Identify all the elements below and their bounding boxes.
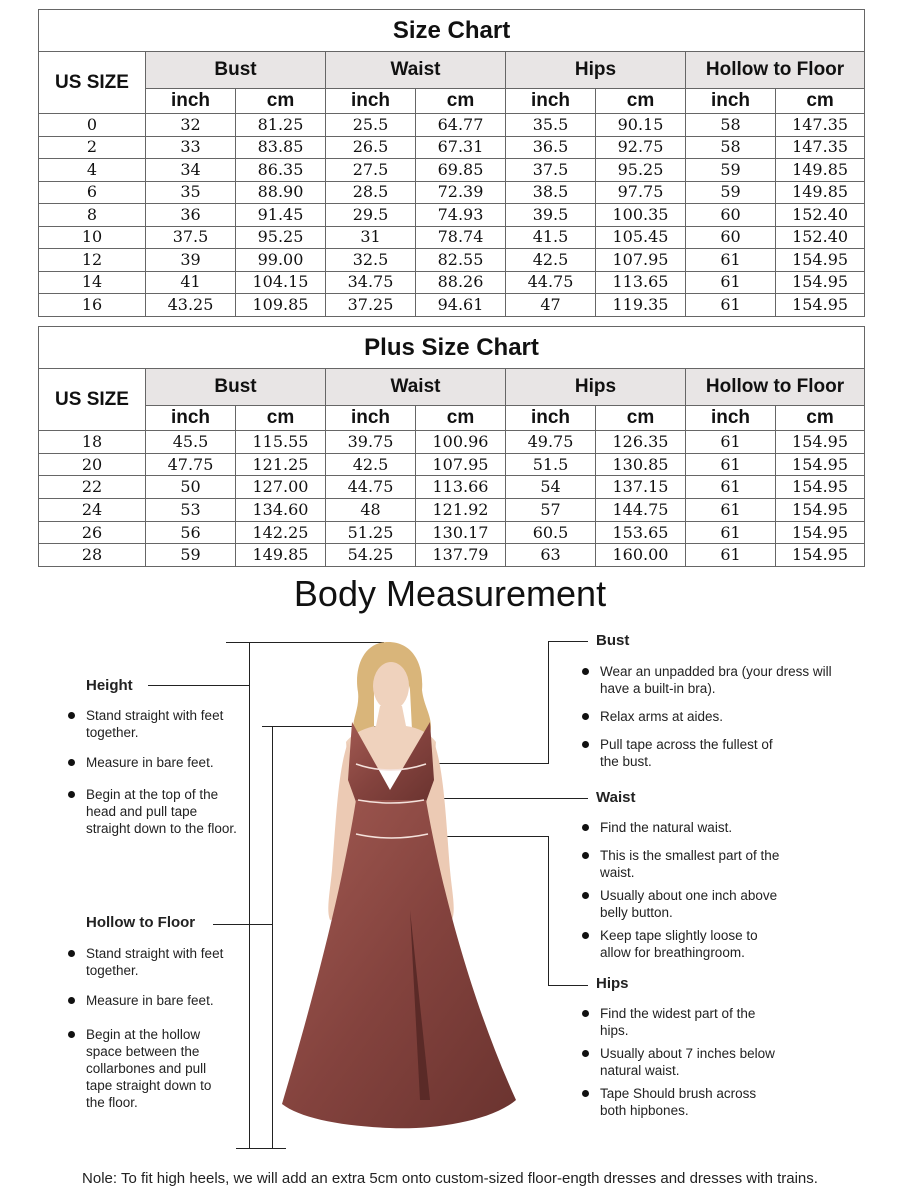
table-cell: 154.95 (776, 521, 865, 544)
size-chart-title: Size Chart (39, 10, 865, 52)
bust-header: Bust (146, 369, 326, 406)
table-cell: 61 (686, 453, 776, 476)
hollow-item-2: Measure in bare feet. (68, 992, 228, 1009)
table-cell: 35.5 (506, 114, 596, 137)
unit-header: inch (146, 406, 236, 431)
table-cell: 92.75 (596, 136, 686, 159)
table-cell: 95.25 (236, 226, 326, 249)
table-cell: 121.92 (416, 499, 506, 522)
table-cell: 48 (326, 499, 416, 522)
table-cell: 154.95 (776, 453, 865, 476)
table-cell: 60 (686, 204, 776, 227)
table-cell: 53 (146, 499, 236, 522)
table-cell: 28.5 (326, 181, 416, 204)
table-cell: 51.5 (506, 453, 596, 476)
us-size-cell: 16 (39, 294, 146, 317)
table-row (39, 476, 865, 499)
unit-header: cm (596, 406, 686, 431)
table-cell: 41.5 (506, 226, 596, 249)
table-cell: 61 (686, 499, 776, 522)
hollow-item-3: Begin at the hollow space between the collarbones and pull tape straight down to the floor. (68, 1026, 228, 1111)
table-cell: 33 (146, 136, 236, 159)
table-cell: 54.25 (326, 544, 416, 567)
table-cell: 69.85 (416, 159, 506, 182)
table-cell: 107.95 (596, 249, 686, 272)
table-cell: 61 (686, 544, 776, 567)
table-cell: 153.65 (596, 521, 686, 544)
table-cell: 100.35 (596, 204, 686, 227)
table-cell: 82.55 (416, 249, 506, 272)
table-cell: 154.95 (776, 544, 865, 567)
table-cell: 109.85 (236, 294, 326, 317)
table-cell: 43.25 (146, 294, 236, 317)
table-cell: 44.75 (506, 271, 596, 294)
table-cell: 152.40 (776, 226, 865, 249)
table-cell: 36 (146, 204, 236, 227)
table-cell: 50 (146, 476, 236, 499)
table-cell: 32.5 (326, 249, 416, 272)
table-row (39, 204, 865, 227)
table-cell: 119.35 (596, 294, 686, 317)
body-measurement-title: Body Measurement (293, 573, 607, 614)
table-cell: 61 (686, 431, 776, 454)
table-cell: 37.5 (506, 159, 596, 182)
waist-instructions (582, 819, 802, 961)
table-cell: 59 (686, 159, 776, 182)
us-size-cell: 28 (39, 544, 146, 567)
us-size-cell: 24 (39, 499, 146, 522)
table-cell: 57 (506, 499, 596, 522)
height-label: Height (86, 677, 133, 694)
table-cell: 134.60 (236, 499, 326, 522)
height-vertical-line (249, 643, 250, 1148)
unit-header: cm (236, 406, 326, 431)
us-size-cell: 8 (39, 204, 146, 227)
table-cell: 78.74 (416, 226, 506, 249)
table-cell: 74.93 (416, 204, 506, 227)
size-chart-table (38, 9, 865, 317)
table-cell: 88.26 (416, 271, 506, 294)
hips-item-1: Find the widest part of the hips. (582, 1005, 772, 1039)
table-row (39, 136, 865, 159)
table-cell: 147.35 (776, 114, 865, 137)
table-cell: 115.55 (236, 431, 326, 454)
height-item-1: Stand straight with feet together. (68, 707, 240, 741)
table-row (39, 521, 865, 544)
height-instructions (68, 707, 240, 837)
table-cell: 113.65 (596, 271, 686, 294)
table-cell: 41 (146, 271, 236, 294)
table-cell: 58 (686, 136, 776, 159)
plus-size-chart-table (38, 326, 865, 567)
unit-header: inch (146, 89, 236, 114)
table-cell: 97.75 (596, 181, 686, 204)
us-size-cell: 2 (39, 136, 146, 159)
us-size-header: US SIZE (39, 369, 146, 431)
table-cell: 100.96 (416, 431, 506, 454)
table-cell: 160.00 (596, 544, 686, 567)
table-cell: 152.40 (776, 204, 865, 227)
table-cell: 137.15 (596, 476, 686, 499)
table-cell: 26.5 (326, 136, 416, 159)
table-cell: 61 (686, 271, 776, 294)
height-item-2: Measure in bare feet. (68, 754, 240, 771)
table-cell: 149.85 (776, 159, 865, 182)
table-cell: 49.75 (506, 431, 596, 454)
table-cell: 64.77 (416, 114, 506, 137)
unit-header: cm (776, 89, 865, 114)
unit-header: cm (776, 406, 865, 431)
hips-item-3: Tape Should brush across both hipbones. (582, 1085, 782, 1119)
table-cell: 81.25 (236, 114, 326, 137)
table-cell: 39 (146, 249, 236, 272)
table-row (39, 249, 865, 272)
waist-header: Waist (326, 52, 506, 89)
bust-item-3: Pull tape across the fullest of the bust. (582, 736, 782, 770)
table-cell: 42.5 (506, 249, 596, 272)
table-row (39, 544, 865, 567)
us-size-cell: 0 (39, 114, 146, 137)
table-row (39, 294, 865, 317)
unit-header: inch (326, 89, 416, 114)
table-cell: 54 (506, 476, 596, 499)
table-cell: 113.66 (416, 476, 506, 499)
table-cell: 154.95 (776, 476, 865, 499)
table-row (39, 453, 865, 476)
hips-header: Hips (506, 52, 686, 89)
us-size-cell: 12 (39, 249, 146, 272)
unit-header: cm (596, 89, 686, 114)
face-shape (373, 662, 409, 710)
plus-size-chart-title: Plus Size Chart (39, 327, 865, 369)
waist-item-4: Keep tape slightly loose to allow for breathingroom. (582, 927, 782, 961)
unit-header: inch (686, 406, 776, 431)
bust-label: Bust (596, 632, 630, 649)
table-cell: 88.90 (236, 181, 326, 204)
bust-line-v (548, 641, 549, 763)
table-cell: 90.15 (596, 114, 686, 137)
table-cell: 61 (686, 521, 776, 544)
table-cell: 47.75 (146, 453, 236, 476)
table-row (39, 159, 865, 182)
unit-header: cm (416, 89, 506, 114)
us-size-cell: 10 (39, 226, 146, 249)
table-cell: 60.5 (506, 521, 596, 544)
table-cell: 137.79 (416, 544, 506, 567)
table-cell: 39.75 (326, 431, 416, 454)
hollow-to-floor-instructions (68, 945, 228, 1111)
table-cell: 83.85 (236, 136, 326, 159)
table-cell: 61 (686, 249, 776, 272)
us-size-cell: 22 (39, 476, 146, 499)
waist-item-3: Usually about one inch above belly button. (582, 887, 802, 921)
waist-item-1: Find the natural waist. (582, 819, 802, 836)
table-row (39, 271, 865, 294)
table-cell: 60 (686, 226, 776, 249)
us-size-cell: 26 (39, 521, 146, 544)
table-cell: 39.5 (506, 204, 596, 227)
us-size-cell: 20 (39, 453, 146, 476)
table-cell: 104.15 (236, 271, 326, 294)
table-row (39, 499, 865, 522)
table-cell: 144.75 (596, 499, 686, 522)
table-cell: 42.5 (326, 453, 416, 476)
hollow-to-floor-label: Hollow to Floor (86, 914, 196, 931)
hips-label: Hips (596, 975, 629, 992)
table-cell: 59 (686, 181, 776, 204)
table-cell: 154.95 (776, 499, 865, 522)
table-cell: 47 (506, 294, 596, 317)
table-cell: 91.45 (236, 204, 326, 227)
table-cell: 126.35 (596, 431, 686, 454)
table-cell: 45.5 (146, 431, 236, 454)
hips-item-2: Usually about 7 inches below natural waist. (582, 1045, 802, 1079)
bust-header: Bust (146, 52, 326, 89)
bust-item-1: Wear an unpadded bra (your dress will have a built-in bra). (582, 663, 842, 697)
hollow-label-line (213, 924, 272, 925)
us-size-cell: 14 (39, 271, 146, 294)
us-size-cell: 6 (39, 181, 146, 204)
unit-header: inch (506, 89, 596, 114)
table-cell: 154.95 (776, 294, 865, 317)
table-cell: 154.95 (776, 271, 865, 294)
height-item-3: Begin at the top of the head and pull tape straight down to the floor. (68, 786, 240, 837)
table-cell: 105.45 (596, 226, 686, 249)
table-cell: 95.25 (596, 159, 686, 182)
waist-item-2: This is the smallest part of the waist. (582, 847, 782, 881)
table-cell: 59 (146, 544, 236, 567)
height-label-line (148, 685, 249, 686)
bust-instructions (582, 663, 842, 770)
table-cell: 149.85 (236, 544, 326, 567)
unit-header: inch (326, 406, 416, 431)
us-size-cell: 4 (39, 159, 146, 182)
us-size-header: US SIZE (39, 52, 146, 114)
table-cell: 27.5 (326, 159, 416, 182)
table-cell: 35 (146, 181, 236, 204)
table-cell: 86.35 (236, 159, 326, 182)
table-cell: 121.25 (236, 453, 326, 476)
hollow-to-floor-header: Hollow to Floor (686, 369, 865, 406)
waist-header: Waist (326, 369, 506, 406)
bust-item-2: Relax arms at aides. (582, 708, 842, 725)
unit-header: cm (416, 406, 506, 431)
table-cell: 58 (686, 114, 776, 137)
table-cell: 154.95 (776, 431, 865, 454)
table-row (39, 114, 865, 137)
hollow-to-floor-header: Hollow to Floor (686, 52, 865, 89)
table-cell: 127.00 (236, 476, 326, 499)
dress-skirt (282, 800, 516, 1128)
table-cell: 51.25 (326, 521, 416, 544)
table-cell: 149.85 (776, 181, 865, 204)
table-cell: 142.25 (236, 521, 326, 544)
hollow-item-1: Stand straight with feet together. (68, 945, 228, 979)
table-cell: 32 (146, 114, 236, 137)
table-row (39, 431, 865, 454)
table-cell: 61 (686, 476, 776, 499)
table-cell: 130.85 (596, 453, 686, 476)
table-cell: 107.95 (416, 453, 506, 476)
table-cell: 29.5 (326, 204, 416, 227)
table-cell: 44.75 (326, 476, 416, 499)
unit-header: cm (236, 89, 326, 114)
table-cell: 72.39 (416, 181, 506, 204)
hips-instructions (582, 1005, 802, 1119)
hips-line-v (548, 836, 549, 986)
table-cell: 34.75 (326, 271, 416, 294)
table-cell: 63 (506, 544, 596, 567)
table-cell: 154.95 (776, 249, 865, 272)
table-cell: 34 (146, 159, 236, 182)
table-cell: 130.17 (416, 521, 506, 544)
table-cell: 36.5 (506, 136, 596, 159)
table-cell: 37.25 (326, 294, 416, 317)
table-cell: 25.5 (326, 114, 416, 137)
waist-label: Waist (596, 789, 636, 806)
table-cell: 147.35 (776, 136, 865, 159)
hips-header: Hips (506, 369, 686, 406)
table-cell: 31 (326, 226, 416, 249)
table-row (39, 226, 865, 249)
bust-line-h1 (548, 641, 588, 642)
model-figure-illustration (270, 630, 530, 1150)
heels-note: Nole: To fit high heels, we will add an extra 5cm onto custom-sized floor-ength dresses and dresses with trains. (82, 1170, 818, 1187)
table-cell: 99.00 (236, 249, 326, 272)
table-cell: 61 (686, 294, 776, 317)
unit-header: inch (686, 89, 776, 114)
table-cell: 56 (146, 521, 236, 544)
us-size-cell: 18 (39, 431, 146, 454)
table-cell: 67.31 (416, 136, 506, 159)
table-row (39, 181, 865, 204)
table-cell: 37.5 (146, 226, 236, 249)
table-cell: 94.61 (416, 294, 506, 317)
unit-header: inch (506, 406, 596, 431)
hips-line-h2 (548, 985, 588, 986)
table-cell: 38.5 (506, 181, 596, 204)
